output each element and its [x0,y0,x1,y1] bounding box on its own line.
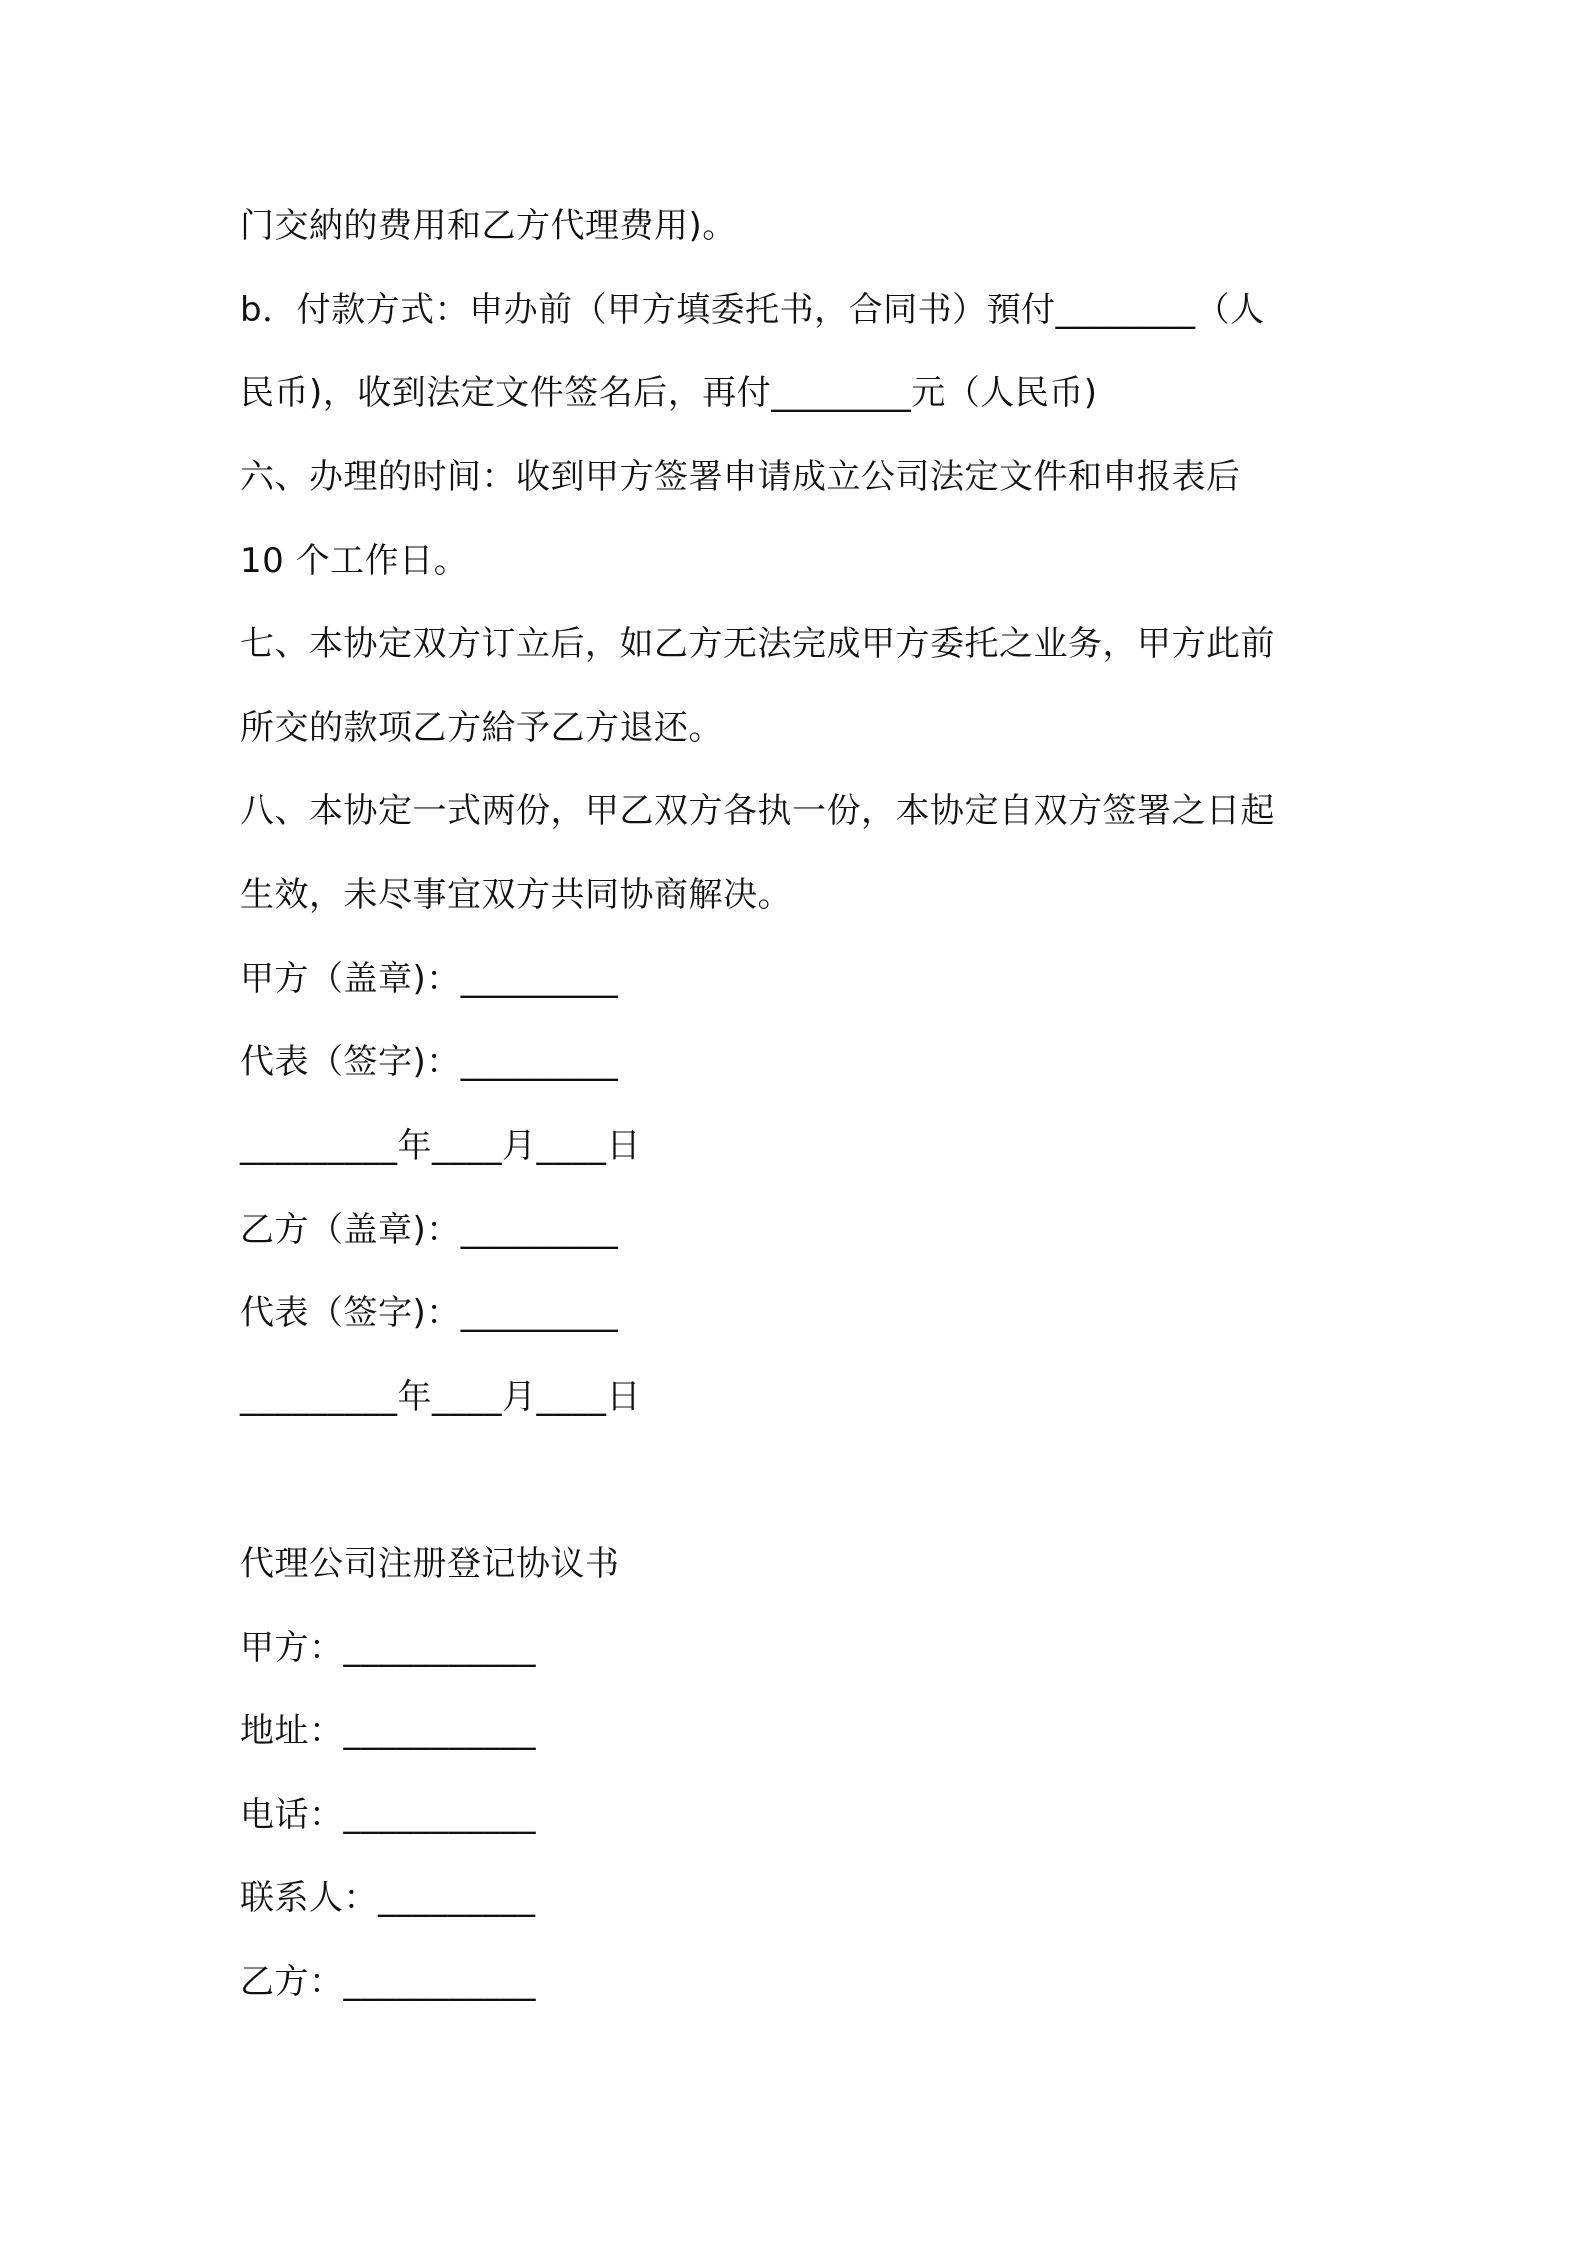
paragraph-line: 八、本协定一式两份，甲乙双方各执一份，本协定自双方签署之日起 [240,791,1275,831]
paragraph-line: b．付款方式：申办前（甲方填委托书，合同书）預付________（人 [240,290,1265,330]
signature-line: 甲方（盖章)：_________ [240,959,619,999]
date-line: _________年____月____日 [240,1377,641,1417]
field-line-contact: 联系人：_________ [240,1878,536,1918]
paragraph-line: 七、本协定双方订立后，如乙方无法完成甲方委托之业务，甲方此前 [240,624,1275,664]
paragraph-line: 生效，未尽事宜双方共同协商解决。 [240,875,792,915]
signature-line: 乙方（盖章)：_________ [240,1210,619,1250]
section-title: 代理公司注册登记协议书 [240,1544,620,1584]
paragraph-line: 门交納的费用和乙方代理费用)。 [240,206,737,246]
date-line: _________年____月____日 [240,1126,641,1166]
field-line-party-a: 甲方：___________ [240,1628,536,1668]
paragraph-line: 民币)，收到法定文件签名后，再付________元（人民币) [240,373,1098,413]
paragraph-line: 10 个工作日。 [240,541,469,581]
signature-line: 代表（签字)：_________ [240,1042,619,1082]
field-line-party-b: 乙方：___________ [240,1962,536,2002]
field-line-phone: 电话：___________ [240,1795,536,1835]
signature-line: 代表（签字)：_________ [240,1293,619,1333]
field-line-address: 地址：___________ [240,1711,536,1751]
paragraph-line: 六、办理的时间：收到甲方签署申请成立公司法定文件和申报表后 [240,457,1241,497]
paragraph-line: 所交的款项乙方給予乙方退还。 [240,708,723,748]
